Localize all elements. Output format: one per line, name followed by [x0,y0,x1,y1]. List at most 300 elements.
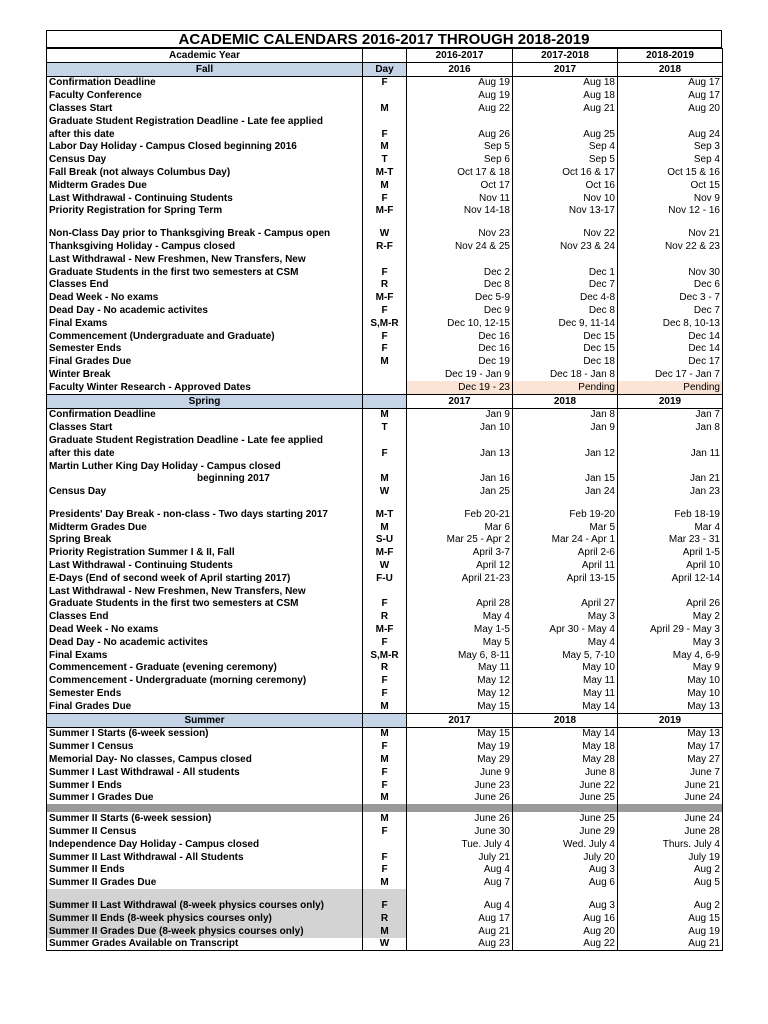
date-cell: June 24 [618,812,723,825]
date-cell: Aug 23 [407,938,513,951]
date-cell: Apr 30 - May 4 [513,623,618,636]
date-cell: April 26 [618,598,723,611]
date-cell: May 10 [618,674,723,687]
event-name: Final Grades Due [47,355,363,368]
table-row [47,128,723,141]
day-code: F [363,740,407,753]
table-row [47,610,723,623]
table-row [47,700,723,713]
section-year: 2019 [618,394,723,408]
event-name: Final Exams [47,317,363,330]
date-cell: Mar 25 - Apr 2 [407,534,513,547]
event-name: Faculty Winter Research - Approved Dates [47,381,363,394]
date-cell: Aug 24 [618,128,723,141]
date-cell: Oct 16 & 17 [513,166,618,179]
table-row [47,368,723,381]
date-cell: Aug 5 [618,876,723,889]
header-row [47,49,723,63]
date-cell [513,585,618,598]
date-cell: May 9 [618,662,723,675]
day-code: F [363,128,407,141]
date-cell: Aug 21 [618,938,723,951]
date-cell: Dec 14 [618,330,723,343]
academic-year-label: Academic Year [47,49,363,63]
date-cell: Nov 24 & 25 [407,240,513,253]
table-row [47,912,723,925]
event-name: Census Day [47,485,363,498]
date-cell [513,115,618,128]
date-cell: Jan 24 [513,485,618,498]
day-code: M-F [363,546,407,559]
date-cell: Aug 7 [407,876,513,889]
day-code: F [363,76,407,89]
event-name: Graduate Students in the first two semesters at CSM [47,598,363,611]
spacer-cell [363,217,407,227]
table-row [47,585,723,598]
date-cell: Aug 20 [513,925,618,938]
date-cell: Nov 22 & 23 [618,240,723,253]
spacer-cell [47,217,363,227]
day-code: R [363,662,407,675]
table-row [47,766,723,779]
date-cell: April 29 - May 3 [618,623,723,636]
spacer-cell [513,217,618,227]
date-cell: June 24 [618,792,723,805]
section-year: 2018 [513,713,618,727]
date-cell: July 21 [407,851,513,864]
day-code: W [363,938,407,951]
date-cell: Aug 3 [513,864,618,877]
day-code: M [363,141,407,154]
date-cell: April 21-23 [407,572,513,585]
section-name: Summer [47,713,363,727]
event-name: Final Grades Due [47,700,363,713]
event-name: Martin Luther King Day Holiday - Campus closed [47,460,363,473]
day-code: M-T [363,166,407,179]
date-cell: May 29 [407,753,513,766]
spacer-cell [407,889,513,899]
event-name: Faculty Conference [47,89,363,102]
table-row [47,291,723,304]
date-cell: Dec 19 - 23 [407,381,513,394]
date-cell: Aug 25 [513,128,618,141]
table-row [47,115,723,128]
date-cell: Nov 10 [513,192,618,205]
day-code: F [363,851,407,864]
event-name: Memorial Day- No classes, Campus closed [47,753,363,766]
section-name: Fall [47,62,363,76]
event-name: Summer Grades Available on Transcript [47,938,363,951]
page-title: ACADEMIC CALENDARS 2016-2017 THROUGH 2018-2019 [46,30,722,48]
date-cell: Mar 24 - Apr 1 [513,534,618,547]
event-name: Summer II Grades Due (8-week physics courses only) [47,925,363,938]
event-name: Dead Week - No exams [47,291,363,304]
date-cell: Nov 9 [618,192,723,205]
table-row [47,447,723,460]
table-row [47,192,723,205]
date-cell [407,253,513,266]
table-row [47,636,723,649]
table-row [47,559,723,572]
table-row [47,317,723,330]
date-cell: Jan 8 [618,421,723,434]
table-row [47,740,723,753]
date-cell: Dec 19 - Jan 9 [407,368,513,381]
date-cell: Feb 18-19 [618,508,723,521]
date-cell: Aug 21 [407,925,513,938]
day-code: F [363,192,407,205]
date-cell: April 2-6 [513,546,618,559]
day-code: M-F [363,291,407,304]
event-name: Independence Day Holiday - Campus closed [47,838,363,851]
event-name: Classes End [47,279,363,292]
day-code: F [363,674,407,687]
date-cell [407,585,513,598]
day-code: F [363,779,407,792]
table-row [47,343,723,356]
date-cell: Nov 14-18 [407,205,513,218]
date-cell: Nov 21 [618,227,723,240]
table-row [47,227,723,240]
header-day-blank [363,49,407,63]
spacer-cell [363,889,407,899]
event-name: Summer I Last Withdrawal - All students [47,766,363,779]
table-row [47,421,723,434]
date-cell: Mar 6 [407,521,513,534]
date-cell: Feb 20-21 [407,508,513,521]
date-cell: June 9 [407,766,513,779]
date-cell: Nov 13-17 [513,205,618,218]
day-code: F [363,864,407,877]
date-cell: Dec 19 [407,355,513,368]
day-code: W [363,559,407,572]
date-cell: Oct 15 [618,179,723,192]
spacer-cell [47,498,363,508]
date-cell: Dec 3 - 7 [618,291,723,304]
day-code: F [363,598,407,611]
date-cell: Dec 15 [513,330,618,343]
day-code [363,434,407,447]
day-code: M [363,521,407,534]
event-name: Dead Day - No academic activites [47,636,363,649]
table-row [47,899,723,912]
date-cell: Aug 22 [513,938,618,951]
date-cell: April 3-7 [407,546,513,559]
date-cell: May 5, 7-10 [513,649,618,662]
spacer-cell [618,889,723,899]
event-name: Summer I Grades Due [47,792,363,805]
spacer-cell [618,804,723,812]
table-row [47,938,723,951]
date-cell: Aug 21 [513,102,618,115]
day-code: M [363,812,407,825]
event-name: Graduate Student Registration Deadline - Late fee applied [47,434,363,447]
date-cell: Dec 8, 10-13 [618,317,723,330]
event-name: Presidents' Day Break - non-class - Two days starting 2017 [47,508,363,521]
date-cell: Jan 16 [407,473,513,486]
date-cell: Jan 11 [618,447,723,460]
day-code: M [363,355,407,368]
table-row [47,304,723,317]
day-code: F [363,447,407,460]
date-cell: April 12 [407,559,513,572]
academic-year-header: 2016-2017 [407,49,513,63]
table-row [47,598,723,611]
date-cell: Sep 4 [513,141,618,154]
day-code: R [363,279,407,292]
spacer-cell [513,804,618,812]
event-name: Priority Registration Summer I & II, Fall [47,546,363,559]
date-cell [513,253,618,266]
day-code: R [363,912,407,925]
date-cell: Dec 18 [513,355,618,368]
event-name: Summer II Ends [47,864,363,877]
date-cell [618,585,723,598]
date-cell: June 26 [407,792,513,805]
event-name: Last Withdrawal - New Freshmen, New Transfers, New [47,585,363,598]
date-cell: April 13-15 [513,572,618,585]
date-cell: Aug 16 [513,912,618,925]
date-cell: June 7 [618,766,723,779]
day-code: M-T [363,508,407,521]
event-name: Commencement - Graduate (evening ceremony) [47,662,363,675]
event-name: Midterm Grades Due [47,179,363,192]
event-name: Thanksgiving Holiday - Campus closed [47,240,363,253]
date-cell: Aug 17 [407,912,513,925]
date-cell [513,460,618,473]
date-cell: Aug 22 [407,102,513,115]
table-row [47,662,723,675]
section-year: 2019 [618,713,723,727]
spacer-cell [618,217,723,227]
date-cell: May 11 [407,662,513,675]
date-cell: Dec 8 [513,304,618,317]
day-code: S,M-R [363,649,407,662]
date-cell: May 5 [407,636,513,649]
date-cell: Aug 19 [618,925,723,938]
date-cell [618,115,723,128]
date-cell: June 25 [513,792,618,805]
event-name: Graduate Students in the first two semesters at CSM [47,266,363,279]
day-column-header [363,713,407,727]
date-cell: Dec 16 [407,330,513,343]
spacer-row [47,889,723,899]
date-cell: June 29 [513,825,618,838]
date-cell: Dec 15 [513,343,618,356]
date-cell: May 15 [407,727,513,740]
date-cell: Oct 17 [407,179,513,192]
day-code: W [363,227,407,240]
table-row [47,623,723,636]
date-cell: Sep 5 [407,141,513,154]
table-row [47,674,723,687]
table-row [47,838,723,851]
spacer-cell [47,804,363,812]
day-code [363,89,407,102]
date-cell: Nov 11 [407,192,513,205]
section-header-fall [47,62,723,76]
table-row [47,355,723,368]
date-cell [513,434,618,447]
spacer-row [47,217,723,227]
day-code [363,253,407,266]
date-cell: Jan 21 [618,473,723,486]
table-row [47,205,723,218]
day-code: M-F [363,205,407,218]
spacer-cell [407,217,513,227]
date-cell: July 20 [513,851,618,864]
date-cell: Aug 17 [618,89,723,102]
calendar-table [46,48,723,951]
date-cell: June 21 [618,779,723,792]
table-row [47,89,723,102]
date-cell: Dec 5-9 [407,291,513,304]
date-cell: Jan 8 [513,408,618,421]
date-cell: Aug 4 [407,864,513,877]
date-cell [618,434,723,447]
date-cell: Sep 4 [618,153,723,166]
table-row [47,102,723,115]
date-cell: May 14 [513,727,618,740]
date-cell: June 23 [407,779,513,792]
event-name: Last Withdrawal - New Freshmen, New Transfers, New [47,253,363,266]
date-cell [407,434,513,447]
day-code: M [363,473,407,486]
date-cell: May 13 [618,727,723,740]
table-row [47,166,723,179]
date-cell: May 28 [513,753,618,766]
date-cell: Jan 13 [407,447,513,460]
table-row [47,460,723,473]
spacer-cell [618,498,723,508]
day-column-header [363,394,407,408]
date-cell: May 3 [513,610,618,623]
date-cell: May 12 [407,674,513,687]
event-name: Summer II Census [47,825,363,838]
date-cell: Jan 15 [513,473,618,486]
event-name: Classes End [47,610,363,623]
date-cell: Mar 5 [513,521,618,534]
event-name: Commencement (Undergraduate and Graduate) [47,330,363,343]
date-cell: July 19 [618,851,723,864]
day-code: F [363,330,407,343]
day-code: F [363,266,407,279]
date-cell: Dec 2 [407,266,513,279]
event-name: Summer II Starts (6-week session) [47,812,363,825]
date-cell: Dec 7 [618,304,723,317]
table-row [47,864,723,877]
spacer-cell [513,498,618,508]
date-cell: Jan 9 [407,408,513,421]
table-row [47,779,723,792]
event-name: Classes Start [47,102,363,115]
table-row [47,534,723,547]
event-name: Summer I Starts (6-week session) [47,727,363,740]
date-cell: Jan 23 [618,485,723,498]
academic-year-header: 2017-2018 [513,49,618,63]
date-cell [618,460,723,473]
date-cell: Aug 19 [407,89,513,102]
day-code: F [363,687,407,700]
date-cell: Oct 15 & 16 [618,166,723,179]
event-name: Summer I Census [47,740,363,753]
table-row [47,434,723,447]
event-name: Confirmation Deadline [47,76,363,89]
date-cell [618,253,723,266]
date-cell: June 30 [407,825,513,838]
table-row [47,240,723,253]
date-cell: Nov 23 & 24 [513,240,618,253]
table-row [47,153,723,166]
day-code: M [363,792,407,805]
date-cell: May 19 [407,740,513,753]
date-cell: April 10 [618,559,723,572]
day-code: S,M-R [363,317,407,330]
day-code [363,585,407,598]
date-cell: Dec 9, 11-14 [513,317,618,330]
table-row [47,792,723,805]
event-name: Summer I Ends [47,779,363,792]
date-cell: Jan 7 [618,408,723,421]
date-cell: Feb 19-20 [513,508,618,521]
date-cell: Thurs. July 4 [618,838,723,851]
date-cell: Aug 2 [618,864,723,877]
date-cell: May 2 [618,610,723,623]
event-name: Non-Class Day prior to Thanksgiving Break - Campus open [47,227,363,240]
table-row [47,408,723,421]
date-cell: Pending [513,381,618,394]
event-name: Census Day [47,153,363,166]
date-cell: Dec 17 [618,355,723,368]
event-name: Labor Day Holiday - Campus Closed beginning 2016 [47,141,363,154]
table-row [47,485,723,498]
date-cell: Wed. July 4 [513,838,618,851]
event-name: Summer II Grades Due [47,876,363,889]
spacer-row [47,804,723,812]
date-cell: May 17 [618,740,723,753]
date-cell: Dec 14 [618,343,723,356]
date-cell: Aug 6 [513,876,618,889]
section-header-summer [47,713,723,727]
academic-year-header: 2018-2019 [618,49,723,63]
date-cell: May 4 [407,610,513,623]
date-cell: May 11 [513,674,618,687]
date-cell: Dec 8 [407,279,513,292]
date-cell: Aug 18 [513,76,618,89]
event-name: Summer II Last Withdrawal - All Students [47,851,363,864]
spacer-cell [407,498,513,508]
section-name: Spring [47,394,363,408]
section-year: 2017 [407,394,513,408]
date-cell: May 11 [513,687,618,700]
section-year: 2016 [407,62,513,76]
date-cell: Sep 5 [513,153,618,166]
date-cell: Nov 22 [513,227,618,240]
event-name: Summer II Last Withdrawal (8-week physics courses only) [47,899,363,912]
date-cell: April 12-14 [618,572,723,585]
table-row [47,330,723,343]
table-row [47,508,723,521]
event-name: Fall Break (not always Columbus Day) [47,166,363,179]
section-year: 2017 [407,713,513,727]
date-cell: April 28 [407,598,513,611]
day-code: T [363,153,407,166]
section-year: 2017 [513,62,618,76]
event-name: Graduate Student Registration Deadline - Late fee applied [47,115,363,128]
day-code: F-U [363,572,407,585]
day-code: M [363,925,407,938]
table-row [47,141,723,154]
